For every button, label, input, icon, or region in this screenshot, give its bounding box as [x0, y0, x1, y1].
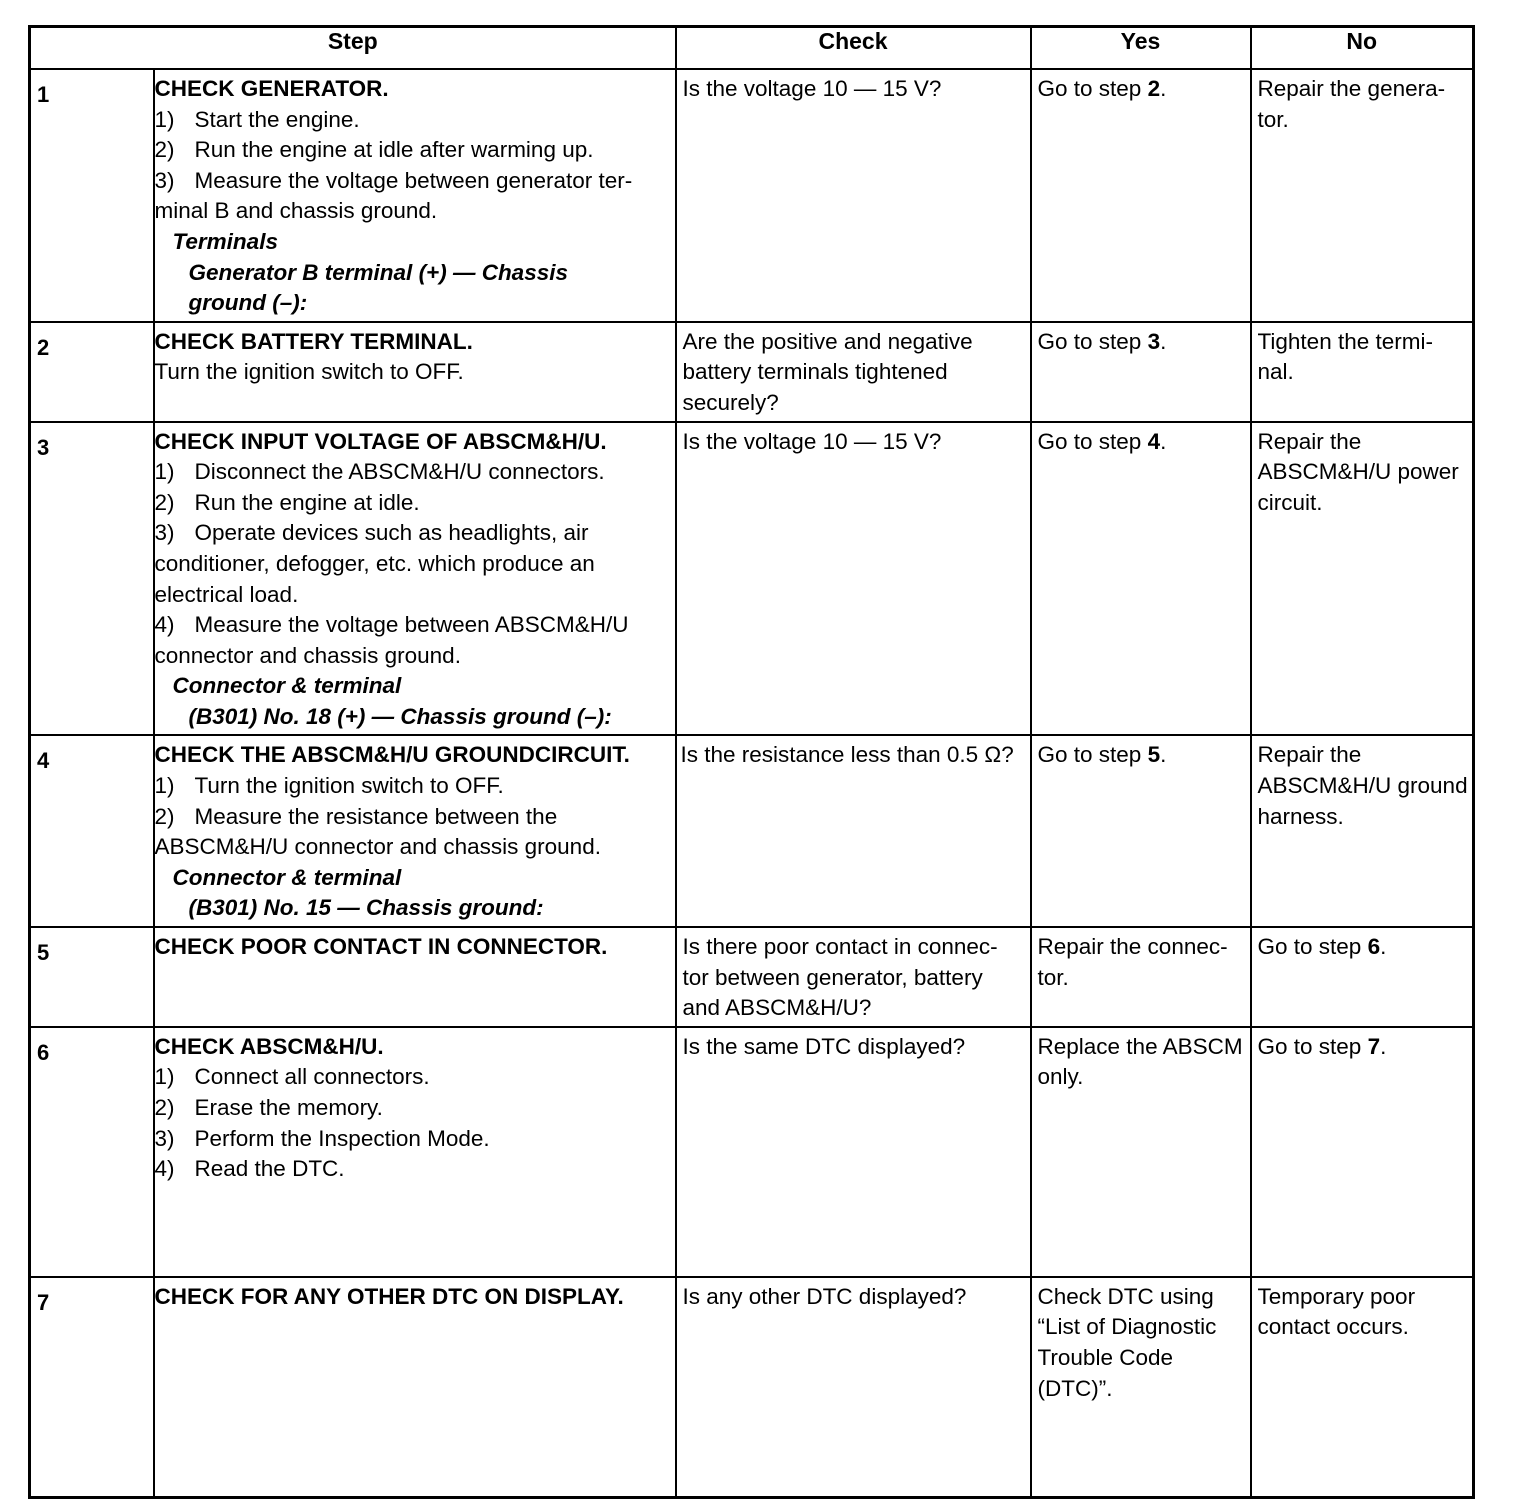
- step-line: Turn the ignition switch to OFF.: [154, 359, 464, 385]
- step-description: [154, 927, 676, 1027]
- step-number: 4: [30, 735, 154, 927]
- header-no: No: [1251, 27, 1474, 70]
- check-cell: Is there poor contact in connec- tor between generator, battery and ABSCM&H/U?: [676, 927, 1031, 1027]
- substep: 2) Erase the memory.: [154, 1095, 383, 1120]
- yes-cell: Check DTC using “List of Diagnostic Trouble Code (DTC)”.: [1031, 1277, 1251, 1498]
- table-row: [30, 1027, 1474, 1277]
- header-step: Step: [30, 27, 676, 70]
- step-title: CHECK THE ABSCM&H/U GROUNDCIRCUIT.: [154, 742, 630, 768]
- substep-continuation: ABSCM&H/U connector and chassis ground.: [154, 834, 601, 860]
- no-cell: Go to step 6.: [1251, 927, 1474, 1027]
- substep: 1) Disconnect the ABSCM&H/U connectors.: [154, 459, 605, 485]
- spec-header: Connector & terminal: [172, 673, 402, 699]
- check-cell: Are the positive and negative battery terminals tightened securely?: [676, 322, 1031, 422]
- table-row: [30, 927, 1474, 1027]
- step-title: CHECK INPUT VOLTAGE OF ABSCM&H/U.: [154, 428, 607, 454]
- check-cell: Is the voltage 10 — 15 V?: [676, 422, 1031, 736]
- spec-value: (B301) No. 15 — Chassis ground:: [188, 895, 544, 921]
- substep: 2) Run the engine at idle after warming up.: [154, 137, 594, 163]
- check-cell: Is the same DTC displayed?: [676, 1027, 1031, 1277]
- diagnostic-table: [28, 25, 1475, 1499]
- yes-cell: Go to step 4.: [1031, 422, 1251, 736]
- step-number: 5: [30, 927, 154, 1027]
- step-number: 6: [30, 1027, 154, 1277]
- spec-header: Terminals: [172, 228, 278, 254]
- table-row: [30, 1277, 1474, 1498]
- substep-continuation: conditioner, defogger, etc. which produce an electrical load.: [154, 550, 595, 607]
- table-row: [30, 322, 1474, 422]
- yes-cell: Go to step 3.: [1031, 322, 1251, 422]
- no-cell: Repair the ABSCM&H/U power circuit.: [1251, 422, 1474, 736]
- yes-cell: Repair the connec- tor.: [1031, 927, 1251, 1027]
- step-description: [154, 1027, 676, 1277]
- spec-value: Generator B terminal (+) — Chassis: [188, 259, 568, 285]
- step-title: CHECK ABSCM&H/U.: [154, 1033, 384, 1059]
- substep: 2) Run the engine at idle.: [154, 489, 420, 515]
- header-yes: Yes: [1031, 27, 1251, 70]
- no-cell: Go to step 7.: [1251, 1027, 1474, 1277]
- yes-cell: Go to step 5.: [1031, 735, 1251, 927]
- substep: 3) Measure the voltage between generator ter-: [154, 167, 633, 193]
- step-number: 7: [30, 1277, 154, 1498]
- step-description: [154, 422, 676, 736]
- header-check: Check: [676, 27, 1031, 70]
- step-title: CHECK FOR ANY OTHER DTC ON DISPLAY.: [154, 1283, 624, 1309]
- spec-value: (B301) No. 18 (+) — Chassis ground (–):: [188, 703, 612, 729]
- check-cell: Is the resistance less than 0.5 Ω?: [676, 735, 1031, 927]
- table-row: [30, 422, 1474, 736]
- spec-header: Connector & terminal: [172, 864, 402, 890]
- no-cell: Repair the genera- tor.: [1251, 69, 1474, 322]
- substep-continuation: minal B and chassis ground.: [154, 198, 438, 224]
- no-cell: Tighten the termi- nal.: [1251, 322, 1474, 422]
- step-title: CHECK POOR CONTACT IN CONNECTOR.: [154, 934, 608, 960]
- substep: 4) Read the DTC.: [154, 1156, 345, 1182]
- step-description: [154, 1277, 676, 1498]
- step-number: 1: [30, 69, 154, 322]
- no-cell: Repair the ABSCM&H/U ground harness.: [1251, 735, 1474, 927]
- check-cell: Is any other DTC displayed?: [676, 1277, 1031, 1498]
- table-header-row: [30, 27, 1474, 70]
- substep: 3) Perform the Inspection Mode.: [154, 1125, 490, 1151]
- check-cell: Is the voltage 10 — 15 V?: [676, 69, 1031, 322]
- substep: 1) Connect all connectors.: [154, 1064, 430, 1090]
- substep: 3) Operate devices such as headlights, air: [154, 520, 589, 546]
- step-description: [154, 735, 676, 927]
- substep: 4) Measure the voltage between ABSCM&H/U: [154, 612, 629, 638]
- substep-continuation: connector and chassis ground.: [154, 642, 461, 668]
- step-description: [154, 69, 676, 322]
- step-title: CHECK GENERATOR.: [154, 76, 389, 101]
- step-number: 3: [30, 422, 154, 736]
- step-description: [154, 322, 676, 422]
- yes-cell: Replace the ABSCM only.: [1031, 1027, 1251, 1277]
- substep: 1) Turn the ignition switch to OFF.: [154, 773, 504, 799]
- spec-value: ground (–):: [188, 290, 308, 316]
- table-row: [30, 735, 1474, 927]
- substep: 2) Measure the resistance between the: [154, 803, 558, 829]
- substep: 1) Start the engine.: [154, 106, 360, 132]
- no-cell: Temporary poor contact occurs.: [1251, 1277, 1474, 1498]
- table-row: [30, 69, 1474, 322]
- step-number: 2: [30, 322, 154, 422]
- yes-cell: Go to step 2.: [1031, 69, 1251, 322]
- step-title: CHECK BATTERY TERMINAL.: [154, 328, 473, 354]
